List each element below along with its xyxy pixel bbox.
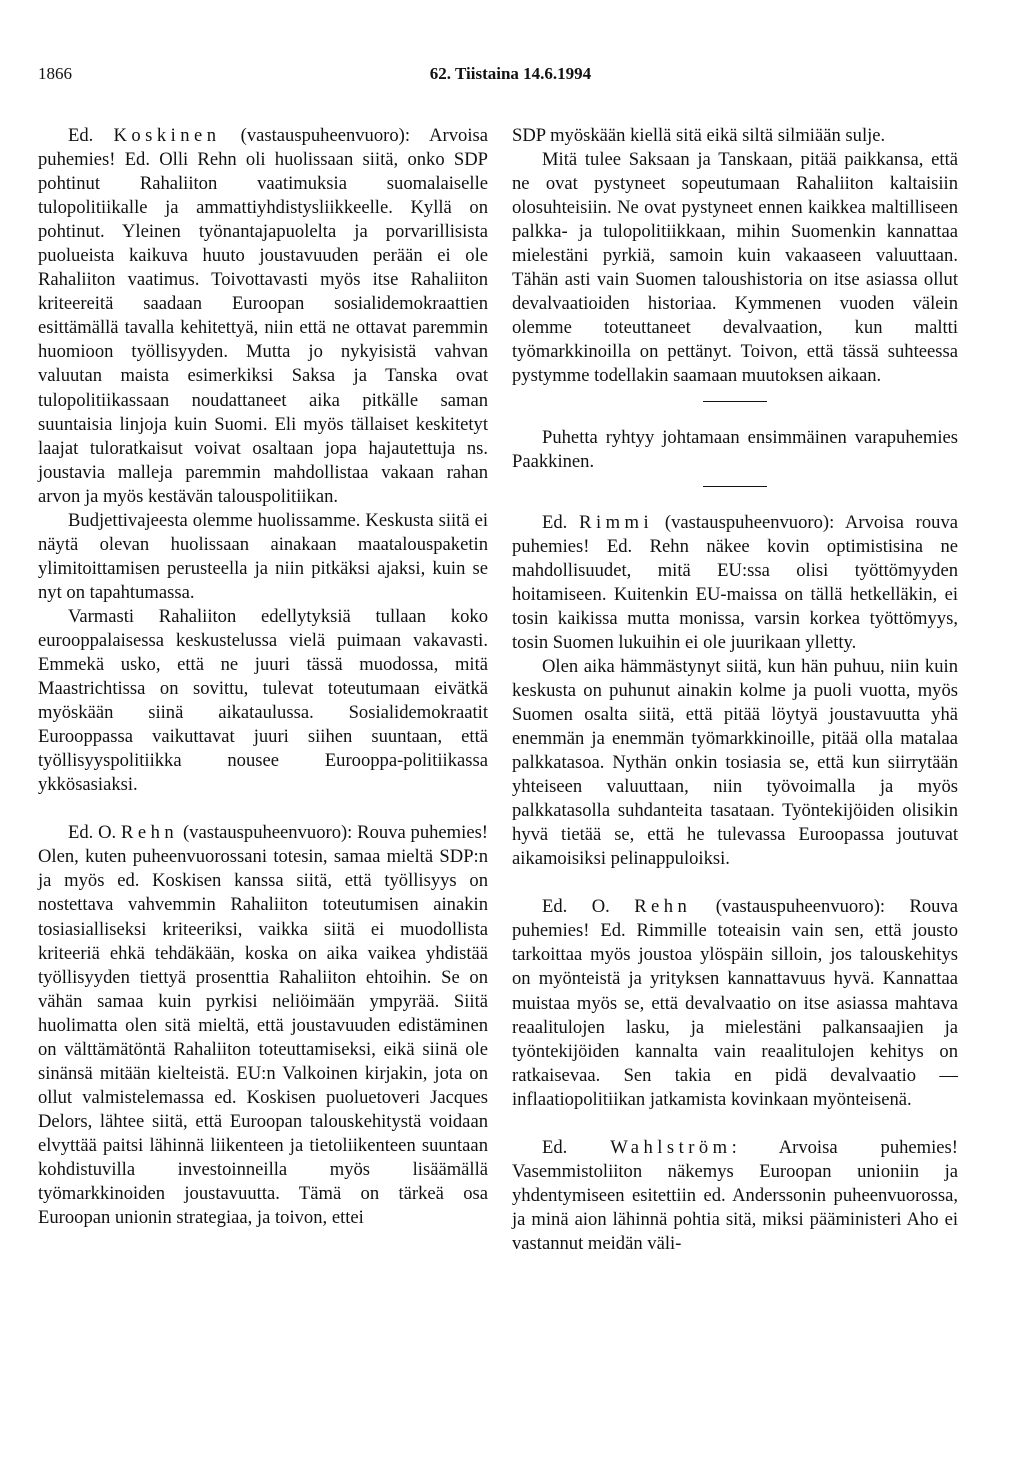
paragraph: Budjettivajeesta olemme huolissamme. Keskusta siitä ei näytä olevan huolissaan ainakaan maatalouspaketin ylimitoittamisen perusteella ja niin pitkäksi ajaksi, kuin se nyt on tapahtumassa. xyxy=(38,509,488,603)
spacer xyxy=(512,1112,958,1136)
chair-note: Puhetta ryhtyy johtamaan ensimmäinen varapuhemies Paakkinen. xyxy=(512,426,958,472)
speech-text: (vastauspuheenvuoro): Rouva puhemies! Olen, kuten puheenvuorossani totesin, samaa mieltä SDP:n ja myös ed. Koskisen kanssa siitä, että työllisyys on nostettava vahvemmin Rahaliiton toteutumisen ainakin tosiasialliseksi kriteeriksi, vaikka siitä ei muodollista kriteeriä ehkä tehdäkään, koska on aika vaikea yhdistää työllisyyden tiettyä prosenttia Rahaliiton ehtoihin. Se on vähän samaa kuin pyrkisi neliöimään ympyrää. Siitä huolimatta olen sitä mieltä, että joustavuuden edistäminen on välttämätöntä Rahaliiton toteuttamiseksi, eikä siinä ole sinänsä mitään kielteistä. EU:n Valkoinen kirjakin, jota on ollut valmistelemassa ed. Koskisen puoluetoveri Jacques Delors, lähtee siitä, että Euroopan talouskehitystä voidaan elvyttää paitsi lähinnä liikenteen ja tietoliikenteen suuntaan kohdistuvilla investoinneilla myös lisäämällä työmarkkinoiden joustavuutta. Tämä on tärkeä osa Euroopan unionin strategiaa, ja toivon, ettei xyxy=(38,822,488,1229)
section-divider xyxy=(703,486,767,487)
speaker-prefix: Ed. O. xyxy=(542,896,610,918)
spacer xyxy=(512,414,958,426)
wahlstrom-speech xyxy=(512,1136,958,1256)
speaker-prefix: Ed. xyxy=(68,125,94,146)
speaker-prefix: Ed. O. xyxy=(68,822,117,844)
section-divider xyxy=(703,401,767,402)
koskinen-speech xyxy=(38,124,488,509)
paragraph: Olen aika hämmästynyt siitä, kun hän puhuu, niin kuin keskusta on puhunut ainakin kolme ja puoli vuotta, myös Suomen osalta siitä, että pitää löytyä joustavuutta yhä enemmän ja enemmän työmarkkinoille, pitää olla matalaa palkkatasoa. Nythän onkin tosiasia se, että kun siirrytään yhteiseen valuuttaan, niin työvoimalla ja myös palkkatasolla suhdanteita tasataan. Työntekijöiden olisikin hyvä tietää se, että he tulevassa Euroopassa joutuvat aikamoisiksi pelinappuloiksi. xyxy=(512,655,958,870)
paragraph: Varmasti Rahaliiton edellytyksiä tullaan koko eurooppalaisessa keskustelussa vielä puimaan vakavasti. Emmekä usko, että ne juuri tässä muodossa, mitä Maastrichtissa on sovittu, tulevat toteutumaan eivätkä myöskään siinä aikataulussa. Sosialidemokraatit Eurooppassa vaikuttavat juuri siihen suuntaan, että työllisyyspolitiikka nousee Eurooppa-politiikassa ykkösasiaksi. xyxy=(38,605,488,796)
rehn2-speech xyxy=(512,895,958,1111)
speaker-name: Wahlström xyxy=(610,1136,732,1158)
spacer xyxy=(38,797,488,821)
rimmi-speech xyxy=(512,511,958,655)
speaker-prefix: Ed. xyxy=(542,511,568,533)
speaker-prefix: Ed. xyxy=(542,1136,568,1158)
speaker-name: Rehn xyxy=(634,896,692,918)
speaker-name: Rimmi xyxy=(579,511,654,533)
paragraph: Mitä tulee Saksaan ja Tanskaan, pitää paikkansa, että ne ovat pystyneet sopeutumaan Rahaliiton kaltaisiin olosuhteisiin. Ne ovat pystyneet ennen kaikkea maltilliseen palkka- ja tulopolitiikkaan, mihin Suomenkin kannattaa mielestäni pyrkiä, samoin kuin vakaaseen valuuttaan. Tähän asti vain Suomen taloushistoria on itse asiassa ollut devalvaatioiden historiaa. Kymmenen vuoden välein olemme toteuttaneet devalvaation, kun maltti työmarkkinoilla on pettänyt. Toivon, että tässä suhteessa pystymme todellakin saamaan muutoksen aikaan. xyxy=(512,149,958,387)
left-column xyxy=(38,124,488,1230)
speech-text: : Arvoisa puhemies! Vasemmistoliiton näkemys Euroopan unioniin ja yhdentymiseen esitettiin ed. Anderssonin puheenvuorossa, ja minä aion lähinnä pohtia sitä, miksi pääministeri Aho ei vastannut meidän väli- xyxy=(512,1136,958,1254)
speaker-name: Rehn xyxy=(121,822,179,844)
page-header xyxy=(38,64,983,88)
speech-text: (vastauspuheenvuoro): Arvoisa rouva puhemies! Ed. Rehn näkee kovin optimistisina ne mahdollisuudet, mitä EU:ssa olisi työttömyyden hoitamiseen. Kuitenkin EU-maissa on tällä hetkelläkin, ei tosin kaikissa mutta monissa, varsin korkea työttömyys, tosin Suomen lukuihin ei ole juurikaan ylletty. xyxy=(512,511,958,653)
speech-text: (vastauspuheenvuoro): Rouva puhemies! Ed. Rimmille toteaisin vain sen, että jousto tarkoittaa myös joustoa ylöspäin silloin, jos talouskehitys on myönteistä ja yrityksen kannattavuus hyvä. Kannattaa muistaa myös se, että devalvaatio on itse asiassa mahtava reaalitulojen lasku, ja mielestäni palkansaajien ja työntekijöiden kannalta vain reaalitulojen kehitys on ratkaisevaa. Sen takia en pidä devalvaatio — inflaatiopolitiikan jatkamista kovinkaan myönteisenä. xyxy=(512,896,959,1110)
page-number: 1866 xyxy=(38,64,72,83)
right-column xyxy=(512,124,958,1256)
spacer xyxy=(512,871,958,895)
rehn-speech xyxy=(38,821,488,1230)
paragraph: SDP myöskään kiellä sitä eikä siltä silmiään sulje. xyxy=(512,125,886,146)
spacer xyxy=(512,499,958,511)
running-head: 62. Tiistaina 14.6.1994 xyxy=(429,64,592,83)
speech-text: (vastauspuheenvuoro): Arvoisa puhemies! Ed. Olli Rehn oli huolissaan siitä, onko SDP pohtinut Rahaliiton vaatimuksia suomalaiselle tulopolitiikalle ja ammattiyhdistysliikkeelle. Kyllä on pohtinut. Yleinen työnantajapuolelta ja porvarillisista puolueista kaikuva huuto joustavuuden perään ei ole Rahaliiton vaatimus. Toivottavasti myös itse Rahaliiton kriteereitä saadaan Euroopan sosialidemokraattien esittämällä tavalla kehitettyä, niin että ne ottavat paremmin huomioon työllisyyden. Mutta jo nykyisistä vahvan valuutan maista esimerkiksi Saksa ja Tanska ovat tulopolitiikassaan noudattaneet aika pitkälle saman suuntaisia linjoja kuin Suomi. Eli myös tällaiset keskitetyt laajat tuloratkaisut voivat osaltaan jopa hajautettuja ns. joustavia malleja paremmin mahdollistaa vakaan rahan arvon ja myös kestävän talouspolitiikan. xyxy=(38,125,489,507)
speaker-name: Koskinen xyxy=(113,125,221,146)
